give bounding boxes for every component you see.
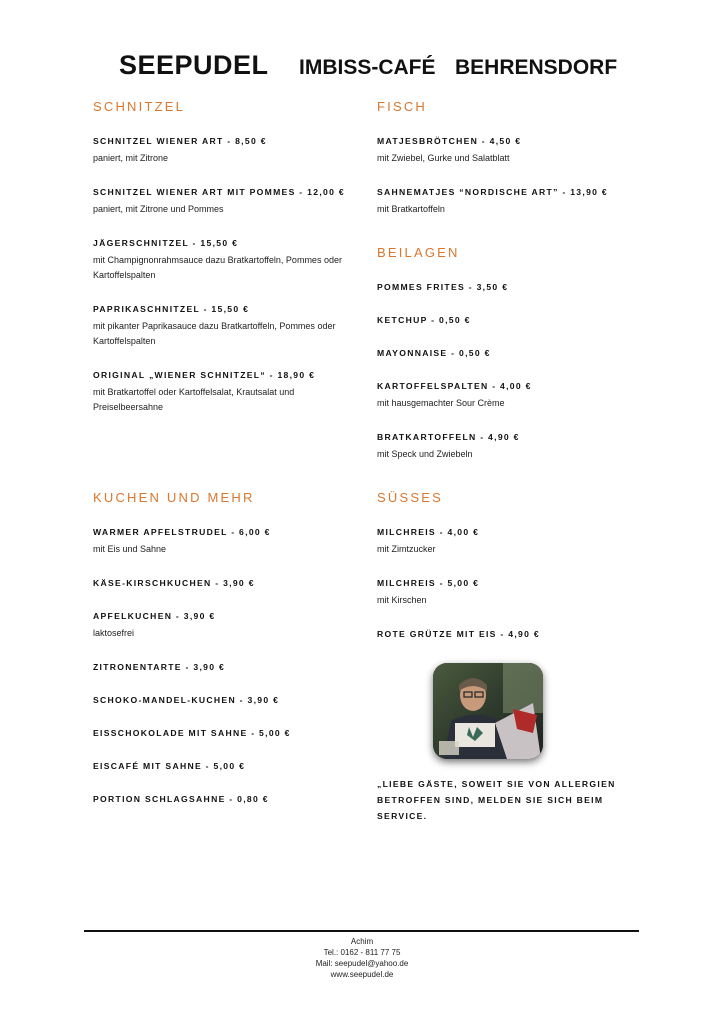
menu-item [93, 661, 353, 674]
menu-item-description: mit Champignonrahmsauce dazu Bratkartoffeln, Pommes oder Kartoffelspalten [93, 255, 342, 280]
menu-item-name-price: POMMES FRITES - 3,50 € [377, 282, 509, 292]
menu-item [377, 526, 637, 557]
menu-item [377, 186, 637, 217]
menu-item [93, 135, 353, 166]
menu-item [377, 135, 637, 166]
allergy-notice: „LIEBE GÄSTE, SOWEIT SIE VON ALLERGIEN BETROFFEN SIND, MELDEN SIE SICH BEIM SERVICE. [377, 779, 616, 821]
restaurant-type: IMBISS-CAFÉ [299, 56, 436, 79]
menu-item [93, 760, 353, 773]
menu-item-name-price: BRATKARTOFFELN - 4,90 € [377, 432, 520, 442]
menu-item-name-price: SCHNITZEL WIENER ART - 8,50 € [93, 136, 267, 146]
menu-item-name-price: PAPRIKASCHNITZEL - 15,50 € [93, 304, 250, 314]
menu-item-name-price: ROTE GRÜTZE MIT EIS - 4,90 € [377, 629, 540, 639]
menu-item-name-price: MAYONNAISE - 0,50 € [377, 348, 491, 358]
menu-item-description: mit Kirschen [377, 595, 427, 605]
menu-item-name-price: MILCHREIS - 5,00 € [377, 578, 480, 588]
menu-item-name-price: EISCAFÉ MIT SAHNE - 5,00 € [93, 761, 246, 771]
menu-item [93, 727, 353, 740]
menu-item-description: mit Eis und Sahne [93, 544, 167, 554]
menu-item-name-price: MILCHREIS - 4,00 € [377, 527, 480, 537]
menu-item [93, 237, 353, 283]
section-title: FISCH [377, 99, 427, 114]
section-title: SÜSSES [377, 490, 443, 505]
menu-item-description: paniert, mit Zitrone [93, 153, 169, 163]
menu-item [377, 577, 637, 608]
section-kuchen [93, 490, 353, 826]
section-title: BEILAGEN [377, 245, 460, 260]
section-fisch [377, 99, 637, 237]
menu-item-name-price: KÄSE-KIRSCHKUCHEN - 3,90 € [93, 578, 255, 588]
menu-item-name-price: PORTION SCHLAGSAHNE - 0,80 € [93, 794, 269, 804]
footer-contact [0, 936, 724, 980]
menu-item [377, 347, 637, 360]
menu-item-name-price: ORIGINAL „WIENER SCHNITZEL“ - 18,90 € [93, 370, 316, 380]
menu-item-name-price: SCHNITZEL WIENER ART MIT POMMES - 12,00 € [93, 187, 345, 197]
section-suesses [377, 490, 637, 661]
menu-item-description: mit pikanter Paprikasauce dazu Bratkartoffeln, Pommes oder Kartoffelspalten [93, 321, 336, 346]
section-title: KUCHEN UND MEHR [93, 490, 255, 505]
menu-item-description: mit Speck und Zwiebeln [377, 449, 473, 459]
contact-web: www.seepudel.de [330, 970, 394, 979]
menu-header [0, 50, 724, 90]
menu-item-name-price: SCHOKO-MANDEL-KUCHEN - 3,90 € [93, 695, 280, 705]
menu-item-name-price: APFELKUCHEN - 3,90 € [93, 611, 216, 621]
menu-item [93, 526, 353, 557]
menu-item-description: mit Bratkartoffel oder Kartoffelsalat, Krautsalat und Preiselbeersahne [93, 387, 295, 412]
owner-photo [433, 663, 543, 759]
contact-mail: Mail: seepudel@yahoo.de [315, 959, 409, 968]
restaurant-location: BEHRENSDORF [455, 56, 618, 79]
menu-item [93, 186, 353, 217]
menu-item [377, 314, 637, 327]
menu-item-description: mit Zimtzucker [377, 544, 436, 554]
menu-item-description: mit Bratkartoffeln [377, 204, 445, 214]
restaurant-name: SEEPUDEL [119, 50, 269, 80]
menu-item-name-price: EISSCHOKOLADE MIT SAHNE - 5,00 € [93, 728, 291, 738]
menu-item [377, 380, 637, 411]
menu-item [93, 610, 353, 641]
menu-item [377, 431, 637, 462]
menu-item [93, 369, 353, 415]
menu-item-name-price: KETCHUP - 0,50 € [377, 315, 471, 325]
menu-item-description: paniert, mit Zitrone und Pommes [93, 204, 224, 214]
section-title: SCHNITZEL [93, 99, 186, 114]
footer-divider [84, 930, 639, 932]
contact-phone: Tel.: 0162 - 811 77 75 [323, 948, 401, 957]
menu-item [377, 281, 637, 294]
menu-item [93, 694, 353, 707]
menu-item-name-price: ZITRONENTARTE - 3,90 € [93, 662, 226, 672]
owner-photo-image [433, 663, 543, 759]
menu-item-name-price: MATJESBRÖTCHEN - 4,50 € [377, 136, 522, 146]
menu-item-description: mit Zwiebel, Gurke und Salatblatt [377, 153, 510, 163]
menu-item-name-price: JÄGERSCHNITZEL - 15,50 € [93, 238, 239, 248]
menu-item [93, 577, 353, 590]
menu-item [93, 303, 353, 349]
section-schnitzel [93, 99, 353, 435]
menu-item-name-price: KARTOFFELSPALTEN - 4,00 € [377, 381, 532, 391]
menu-item-name-price: SAHNEMATJES “NORDISCHE ART” - 13,90 € [377, 187, 608, 197]
menu-item-description: laktosefrei [93, 628, 135, 638]
menu-item [377, 628, 637, 641]
contact-name: Achim [350, 937, 374, 946]
section-beilagen [377, 245, 637, 482]
menu-item [93, 793, 353, 806]
menu-item-description: mit hausgemachter Sour Crème [377, 398, 505, 408]
menu-item-name-price: WARMER APFELSTRUDEL - 6,00 € [93, 527, 271, 537]
